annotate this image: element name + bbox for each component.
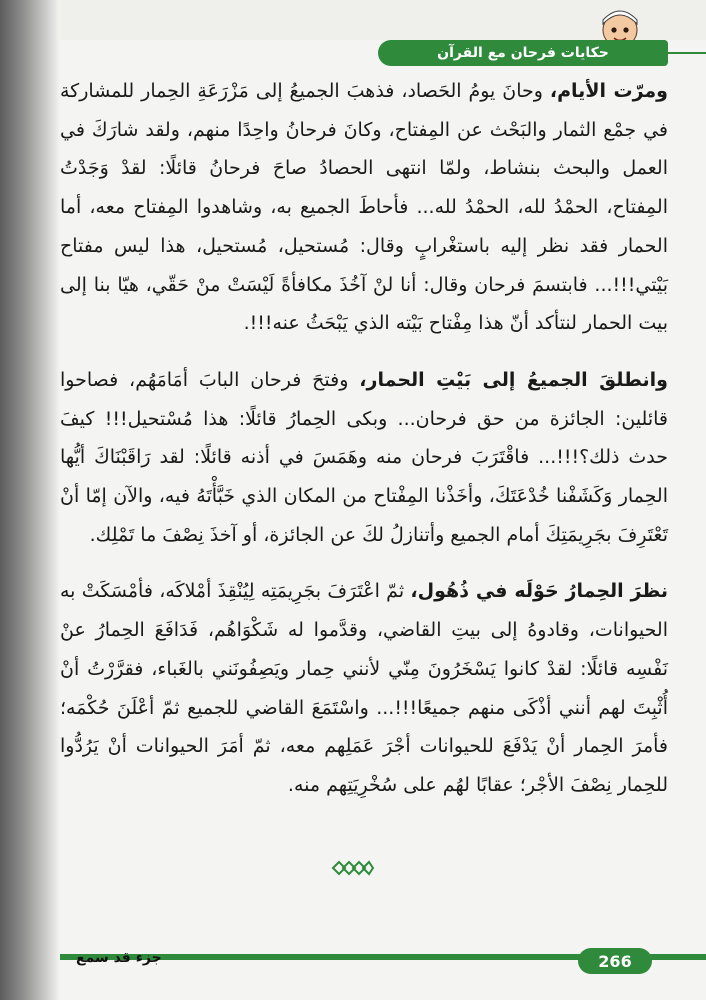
story-text: [60, 72, 668, 805]
paragraph-3-lead: نظرَ الحِمارُ حَوْلَه في ذُهُول،: [410, 580, 668, 603]
series-title-banner: [378, 40, 668, 66]
paragraph-3: [60, 572, 668, 804]
paragraph-3-text: ثمّ اعْتَرَفَ بجَرِيمَتِه لِيُنْقِذَ أمْلاكَه، فأمْسَكَتْ به الحيوانات، وقادوهُ إلى بيتِ القاضي، وقدَّموا له شَكْوَاهُم، فَدَافَعَ الحِمارُ عنْ نَفْسِه قائلًا: لقدْ كانوا يَسْخَرُونَ مِنّي لأنني حِمار ويَصِفُونَني بالغَباء، فقرَّرْتُ أنْ أُثْبِتَ لهم أنني أذْكَى منهم جميعًا!!!... واسْتَمَعَ القاضي للجميع ثمّ أعْلَنَ حُكْمَه؛ فأمرَ الحِمار أنْ يَدْفَعَ للحيوانات أجْرَ عَمَلِهم معه، ثمّ أمَرَ الحيوانات أنْ يَرُدُّوا للحِمار نِصْفَ الأجْر؛ عقابًا لهُم على سُخْرِيَتِهم منه.: [60, 580, 668, 796]
ornament-divider: [0, 858, 706, 878]
part-label: جزء قد سمع: [76, 950, 162, 966]
paragraph-1: [60, 72, 668, 343]
paragraph-2-lead: وانطلقَ الجميعُ إلى بَيْتِ الحمار،: [359, 368, 668, 391]
page-number: 266: [578, 948, 652, 974]
paragraph-2: [60, 361, 668, 555]
ornament-icon: [331, 858, 375, 878]
series-title: حكايات فرحان مع القرآن: [437, 45, 609, 61]
book-spine-shadow: [0, 0, 60, 1000]
paragraph-1-lead: ومرّت الأيام،: [549, 80, 668, 102]
paragraph-2-text: وفتحَ فرحان البابَ أمَامَهُم، فصاحوا قائلين: الجائزة من حق فرحان... وبكى الحِمارُ قائلًا: هذا مُسْتحيل!!! كيفَ حدث ذلك؟!!!... فاقْتَرَبَ فرحان منه وهَمَسَ في أذنه قائلًا: لقد رَاقَبْنَاكَ أيُّها الحِمار وَكَشَفْنا خُدْعَتَكَ، وأخَذْنا المِفْتاح من المكان الذي خَبَّأْتَهُ فيه، والآن إمّا أنْ تَعْتَرِفَ بجَرِيمَتِكَ أمام الجميع وأتنازلُ لكَ عن الجائزة، أو آخذَ نِصْفَ ما تَمْلِك.: [60, 368, 668, 546]
banner-line: [668, 52, 706, 54]
paragraph-1-text: وحانَ يومُ الحَصاد، فذهبَ الجميعُ إلى مَزْرَعَةِ الحِمار للمشاركة في جمْع الثمار والبَحْث عن المِفتاح، وكانَ فرحانُ واحِدًا منهم، ولقد شارَكَ في العمل والبحث بنشاط، ولمّا انتهى الحصادُ صاحَ فرحانُ قائلًا: لقدْ وَجَدْتُ المِفتاح، الحمْدُ لله، الحمْدُ لله... فأحاطَ الجميع به، وشاهدوا المِفتاح معه، أما الحمار فقد نظر إليه باستغْرابٍ وقال: مُستحيل، مُستحيل، هذا ليس مفتاح بَيْتي!!!... فابتسمَ فرحان وقال: أنا لنْ آخُذَ مكافأةً لَيْسَتْ منْ حَقّي، هيّا بنا إلى بيت الحمار لنتأكد أنّ هذا مِفْتاح بَيْته الذي يَبْحَثُ عنه!!!.: [60, 80, 668, 335]
